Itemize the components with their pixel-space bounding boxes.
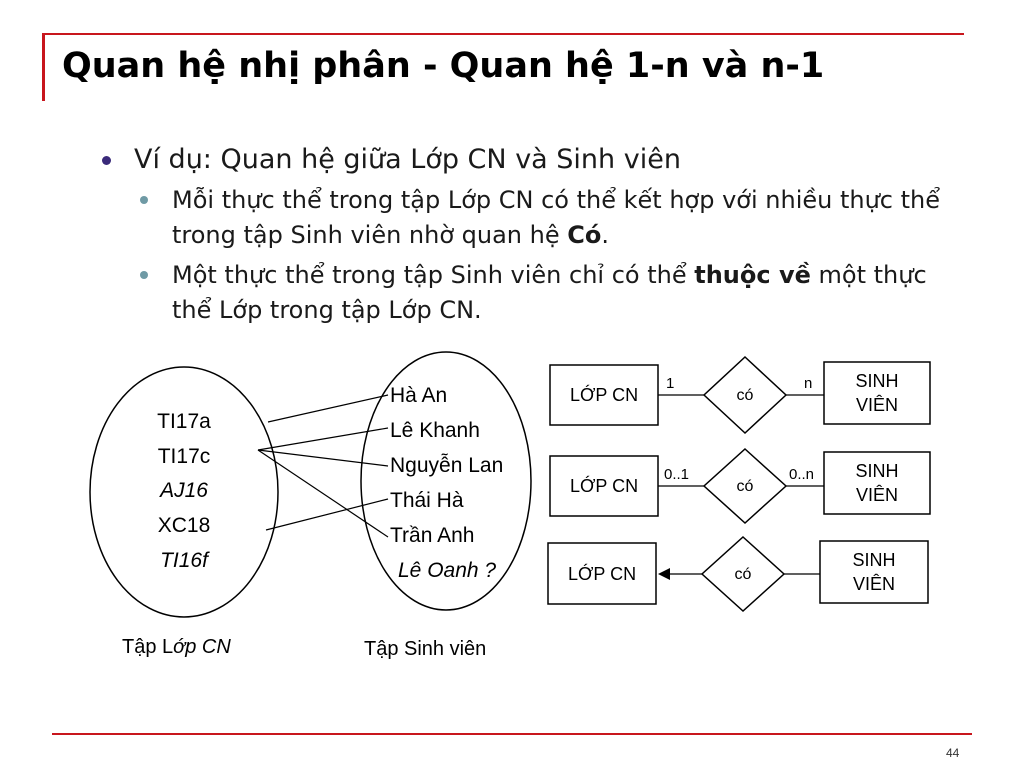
sub-bullet-1-text: Mỗi thực thể trong tập Lớp CN có thể kết hợp với nhiều thực thể trong tập Sinh viên nhờ quan hệ xyxy=(172,186,941,249)
relationship-label: có xyxy=(736,387,754,404)
set-mapping-lines xyxy=(258,395,388,537)
relationship-label: có xyxy=(736,478,754,495)
cardinality-label: 1 xyxy=(666,375,675,392)
er-row-1 xyxy=(550,357,930,433)
entity-label: VIÊN xyxy=(855,485,899,505)
student-item: Hà An xyxy=(390,384,448,407)
slide-title: Quan hệ nhị phân - Quan hệ 1-n và n-1 xyxy=(62,46,825,86)
sub-bullet-1-end: . xyxy=(601,221,609,249)
entity-label: VIÊN xyxy=(855,395,899,415)
mapping-line xyxy=(258,428,388,450)
er-row-2 xyxy=(550,449,930,523)
sub-bullet-2-bold: thuộc về xyxy=(694,261,811,289)
sub-bullet-2-text: Một thực thể trong tập Sinh viên chỉ có thể xyxy=(172,261,695,289)
cardinality-label: 0..1 xyxy=(664,466,690,483)
class-set-caption: Tập Lớp CN xyxy=(122,636,231,658)
student-set-caption: Tập Sinh viên xyxy=(364,638,487,660)
entity-label: LỚP CN xyxy=(569,385,639,405)
student-item: Lê Khanh xyxy=(390,419,480,442)
page-number: 44 xyxy=(946,746,960,760)
sub-bullet-2-end: một thực thể Lớp trong tập Lớp CN. xyxy=(172,261,927,324)
arrow-head-icon xyxy=(658,568,670,580)
entity-label: LỚP CN xyxy=(567,564,637,584)
class-item: AJ16 xyxy=(160,479,208,502)
student-item: Lê Oanh ? xyxy=(398,559,497,582)
cardinality-label: n xyxy=(804,375,813,392)
bullet-example-text: Ví dụ: Quan hệ giữa Lớp CN và Sinh viên xyxy=(134,144,681,175)
entity-label: LỚP CN xyxy=(569,476,639,496)
student-item: Trần Anh xyxy=(390,524,475,547)
class-item: TI17c xyxy=(157,445,211,468)
entity-label: VIÊN xyxy=(852,574,896,594)
class-item: TI16f xyxy=(160,549,208,572)
sub-bullet-1-bold: Có xyxy=(567,221,602,249)
class-item: TI17a xyxy=(157,410,211,433)
mapping-line xyxy=(268,395,388,422)
cardinality-label: 0..n xyxy=(789,466,815,483)
student-item: Thái Hà xyxy=(390,489,464,512)
entity-label: SINH xyxy=(855,461,899,481)
relationship-label: có xyxy=(734,566,752,583)
footer-rule xyxy=(52,733,972,735)
er-row-3 xyxy=(548,537,928,611)
student-item: Nguyễn Lan xyxy=(390,454,504,477)
entity-label: SINH xyxy=(852,550,896,570)
class-item: XC18 xyxy=(157,514,211,537)
entity-label: SINH xyxy=(855,371,899,391)
